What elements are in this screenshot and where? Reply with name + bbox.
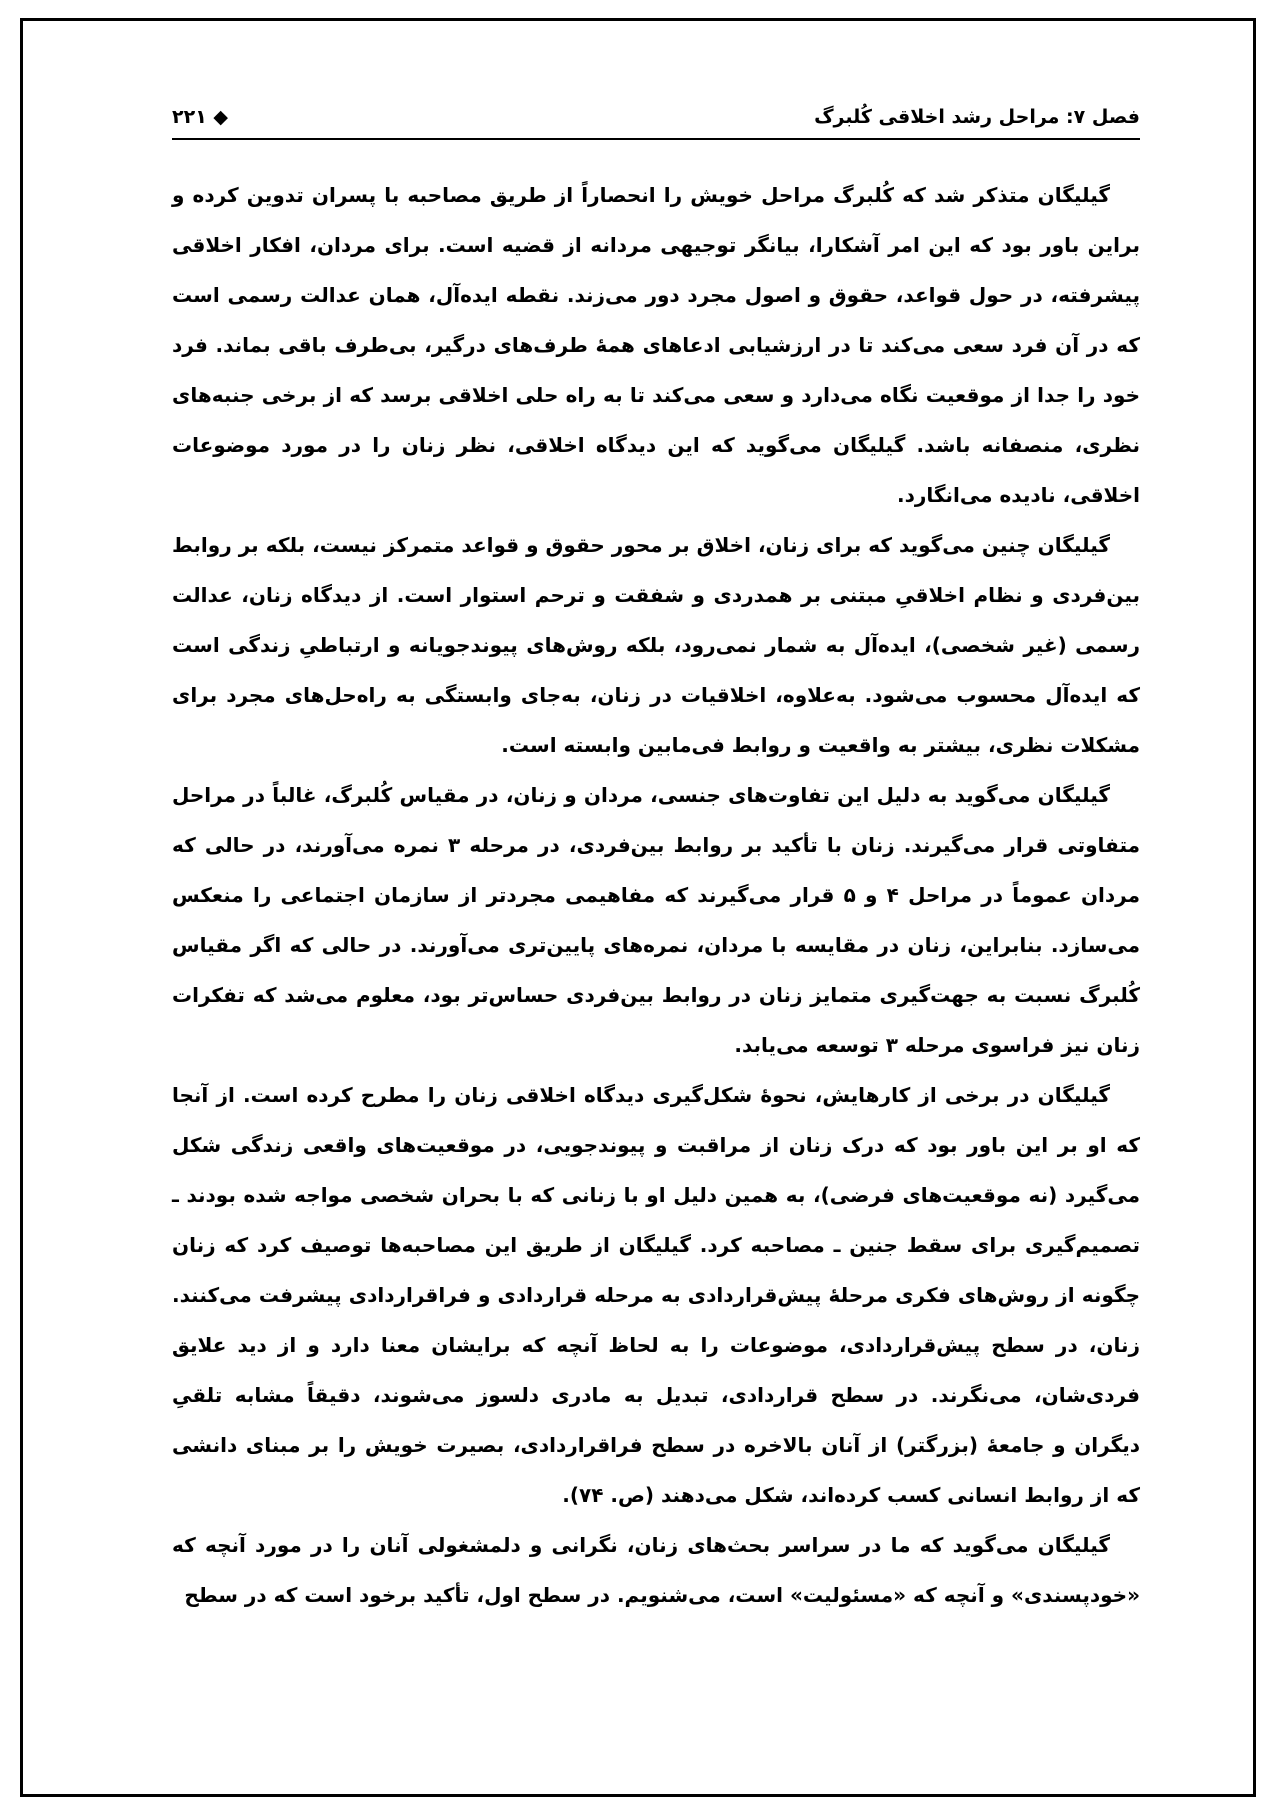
chapter-title: فصل ۷: مراحل رشد اخلاقی کُلبرگ	[814, 106, 1140, 128]
paragraph: گیلیگان در برخی از کارهایش، نحوهٔ شکل‌گیری دیدگاه اخلاقی زنان را مطرح کرده است. از آنجا که او بر این باور بود که درک زنان از مراقبت و پیوندجویی، در موقعیت‌های واقعی زندگی شکل می‌گیرد (نه موقعیت‌های فرضی)، به همین دلیل او با زنانی که با بحران شخصی مواجه شده بودند ـ تصمیم‌گیری برای سقط جنین ـ مصاحبه کرد. گیلیگان از طریق این مصاحبه‌ها توصیف کرد که زنان چگونه از روش‌های فکری مرحلهٔ پیش‌قراردادی به مرحله قراردادی و فراقراردادی پیشرفت می‌کنند. زنان، در سطح پیش‌قراردادی، موضوعات را به لحاظ آنچه که برایشان معنا دارد و از دید علایق فردی‌شان، می‌نگرند. در سطح قراردادی، تبدیل به مادری دلسوز می‌شوند، دقیقاً مشابه تلقیِ دیگران و جامعهٔ (بزرگتر) از آنان بالاخره در سطح فراقراردادی، بصیرت خویش را بر مبنای دانشی که از روابط انسانی کسب کرده‌اند، شکل می‌دهند (ص. ۷۴).	[172, 1083, 1140, 1507]
paragraph: گیلیگان چنین می‌گوید که برای زنان، اخلاق بر محور حقوق و قواعد متمرکز نیست، بلکه بر روابط بین‌فردی و نظام اخلاقیِ مبتنی بر همدردی و شفقت و ترحم استوار است. از دیدگاه زنان، عدالت رسمی (غیر شخصی)، ایده‌آل به شمار نمی‌رود، بلکه روش‌های پیوندجویانه و ارتباطیِ زندگی است که ایده‌آل محسوب می‌شود. به‌علاوه، اخلاقیات در زنان، به‌جای وابستگی به راه‌حل‌های مجرد برای مشکلات نظری، بیشتر به واقعیت و روابط فی‌مابین وابسته است.	[172, 533, 1140, 757]
paragraph: گیلیگان متذکر شد که کُلبرگ مراحل خویش را انحصاراً از طریق مصاحبه با پسران تدوین کرده و براین باور بود که این امر آشکارا، بیانگر توجیهی مردانه از قضیه است. برای مردان، افکار اخلاقی پیشرفته، در حول قواعد، حقوق و اصول مجرد دور می‌زند. نقطه ایده‌آل، همان عدالت رسمی است که در آن فرد سعی می‌کند تا در ارزشیابی ادعاهای همهٔ طرف‌های درگیر، بی‌طرف باقی بماند. فرد خود را جدا از موقعیت نگاه می‌دارد و سعی می‌کند تا به راه حلی اخلاقی برسد که از برخی جنبه‌های نظری، منصفانه باشد. گیلیگان می‌گوید که این دیدگاه اخلاقی، نظر زنان را در مورد موضوعات اخلاقی، نادیده می‌انگارد.	[172, 183, 1140, 507]
diamond-ornament-icon: ◆	[213, 106, 229, 128]
page-header	[172, 104, 1140, 140]
body-text	[172, 170, 1140, 1620]
paragraph: گیلیگان می‌گوید به دلیل این تفاوت‌های جنسی، مردان و زنان، در مقیاس کُلبرگ، غالباً در مراحل متفاوتی قرار می‌گیرند. زنان با تأکید بر روابط بین‌فردی، در مرحله ۳ نمره می‌آورند، در حالی که مردان عموماً در مراحل ۴ و ۵ قرار می‌گیرند که مفاهیمی مجردتر از سازمان اجتماعی را منعکس می‌سازد. بنابراین، زنان در مقایسه با مردان، نمره‌های پایین‌تری می‌آورند. در حالی که اگر مقیاس کُلبرگ نسبت به جهت‌گیری متمایز زنان در روابط بین‌فردی حساس‌تر بود، معلوم می‌شد که تفکرات زنان نیز فراسوی مرحله ۳ توسعه می‌یابد.	[172, 783, 1140, 1057]
paragraph: گیلیگان می‌گوید که ما در سراسر بحث‌های زنان، نگرانی و دلمشغولی آنان را در مورد آنچه که «خودپسندی» و آنچه که «مسئولیت» است، می‌شنویم. در سطح اول، تأکید برخود است که در سطح	[172, 1533, 1140, 1607]
page-number-group	[172, 104, 238, 130]
page-number: ۲۲۱	[172, 106, 207, 128]
